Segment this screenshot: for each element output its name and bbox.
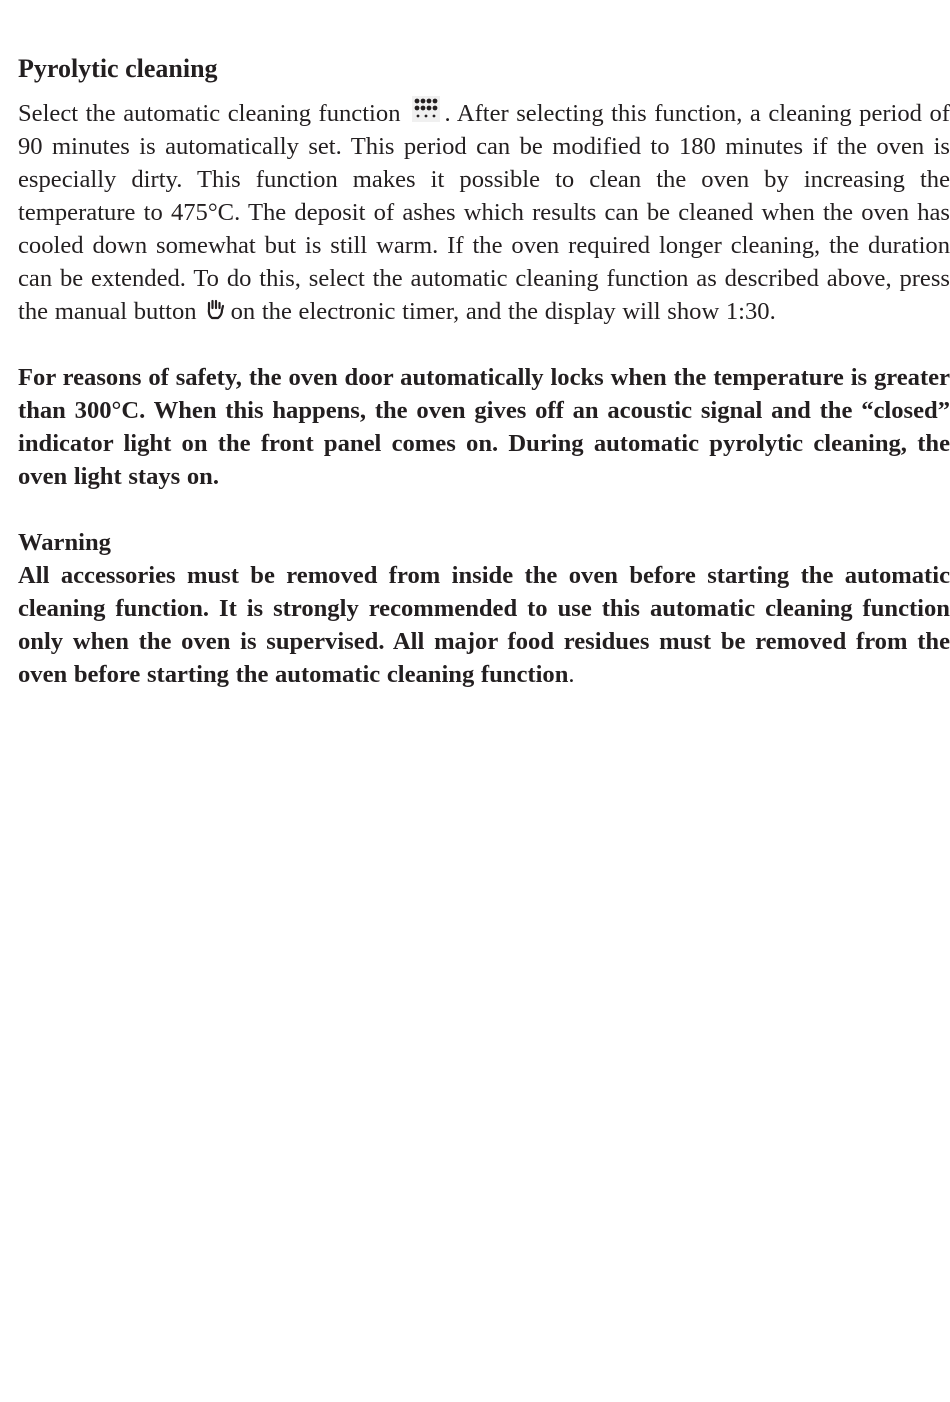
pyrolytic-description [18,93,950,328]
manual-page [18,52,950,691]
description-part-3: on the electronic timer, and the display will show 1:30. [230,298,776,325]
paragraph-spacer [18,328,950,361]
section-heading: Pyrolytic cleaning [18,54,218,83]
safety-notice: For reasons of safety, the oven door automatically locks when the temperature is greater than 300°C. When this happens, the oven gives off an acoustic signal and the “closed” indicator light on the front panel comes on. During automatic pyrolytic cleaning, the oven light stays on. [18,364,950,490]
warning-end-punctuation: . [568,661,575,688]
description-part-2: . After selecting this function, a cleaning period of 90 minutes is automatically set. This period can be modified to 180 minutes if the oven is especially dirty. This function makes it possible to clean the oven by increasing the temperature to 475°C. The deposit of ashes which results can be cleaned when the oven has cooled down somewhat but is still warm. If the oven required longer cleaning, the duration can be extended. To do this, select the automatic cleaning function as described above, press the manual button [18,100,950,325]
pyrolytic-cleaning-icon [409,95,443,123]
warning-text: All accessories must be removed from inside the oven before starting the automatic cleaning function. It is strongly recommended to use this automatic cleaning function only when the oven is supervised. All major food residues must be removed from the oven before starting the automatic cleaning function [18,562,950,688]
hand-icon [205,299,225,321]
description-part-1: Select the automatic cleaning function [18,100,401,127]
warning-paragraph [18,559,950,691]
paragraph-spacer [18,493,950,526]
warning-title: Warning [18,529,111,556]
